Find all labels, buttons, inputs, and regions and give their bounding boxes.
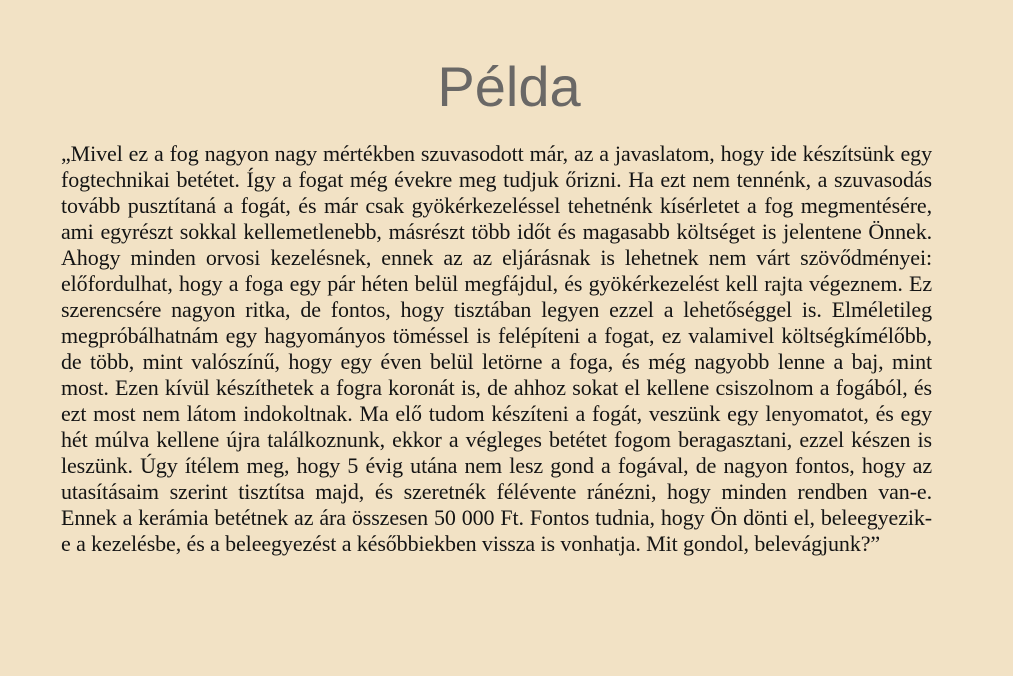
slide-body-text: „Mivel ez a fog nagyon nagy mértékben szuvasodott már, az a javaslatom, hogy ide készítsünk egy fogtechnikai betétet. Így a fogat még évekre meg tudjuk őrizni. Ha ezt nem tennénk, a szuvasodás tovább pusztítaná a fogát, és már csak gyökérkezeléssel tehetnénk kísérletet a fog megmentésére, ami egyrészt sokkal kellemetlenebb, másrészt több időt és magasabb költséget is jelentene Önnek. Ahogy minden orvosi kezelésnek, ennek az az eljárásnak is lehetnek nem várt szövődményei: előfordulhat, hogy a foga egy pár héten belül megfájdul, és gyökérkezelést kell rajta végeznem. Ez szerencsére nagyon ritka, de fontos, hogy tisztában legyen ezzel a lehetőséggel is. Elméletileg megpróbálhatnám egy hagyományos töméssel is felépíteni a fogat, ez valamivel költségkímélőbb, de több, mint valószínű, hogy egy éven belül letörne a foga, és még nagyobb lenne a baj, mint most. Ezen kívül készíthetek a fogra koronát is, de ahhoz sokat el kellene csiszolnom a fogából, és ezt most nem látom indokoltnak. Ma elő tudom készíteni a fogát, veszünk egy lenyomatot, és egy hét múlva kellene újra találkoznunk, ekkor a végleges betétet fogom beragasztani, ezzel készen is leszünk. Úgy ítélem meg, hogy 5 évig utána nem lesz gond a fogával, de nagyon fontos, hogy az utasításaim szerint tisztítsa majd, és szeretnék félévente ránézni, hogy minden rendben van-e. Ennek a kerámia betétnek az ára összesen 50 000 Ft. Fontos tudnia, hogy Ön dönti el, beleegyezik-e a kezelésbe, és a beleegyezést a későbbiekben vissza is vonhatja. Mit gondol, belevágjunk?” — [61, 141, 932, 556]
slide-title: Példa — [437, 55, 581, 118]
